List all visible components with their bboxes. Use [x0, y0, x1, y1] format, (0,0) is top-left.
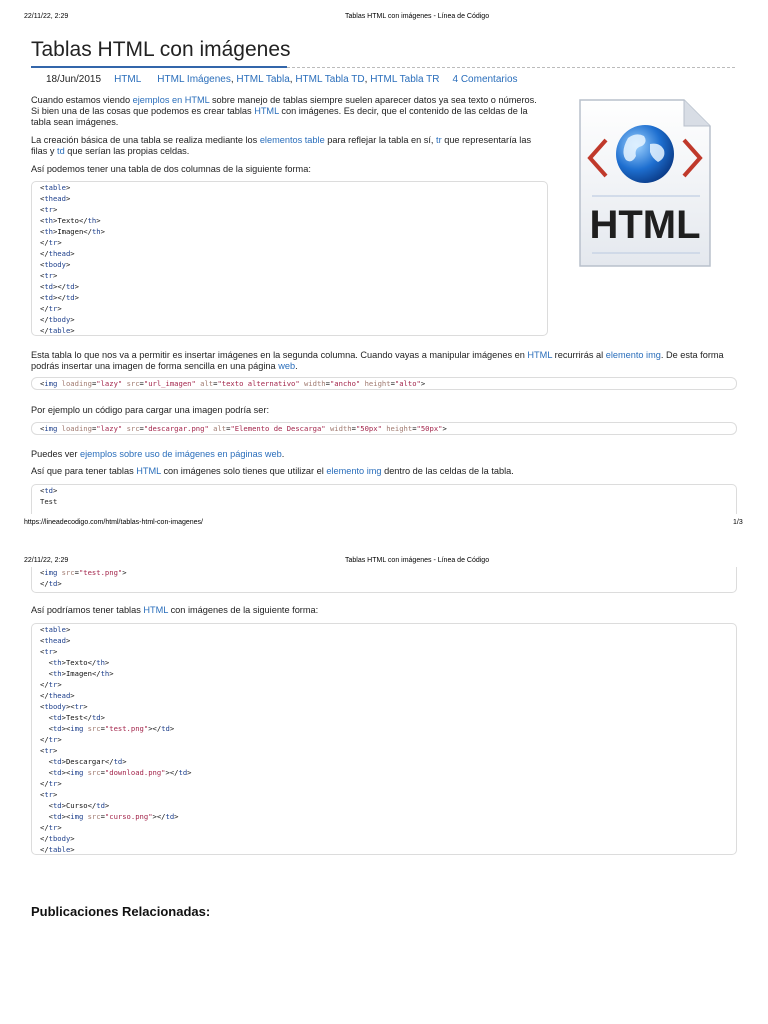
print-datetime: 22/11/22, 2:29: [24, 13, 69, 20]
article-title: Tablas HTML con imágenes: [31, 38, 291, 61]
html-file-icon: [578, 98, 712, 268]
code-block-img-syntax[interactable]: <img loading="lazy" src="url_imagen" alt="texto alternativo" width="ancho" height="alto">: [31, 377, 737, 390]
code-line: <td></td>: [40, 282, 79, 291]
code-line: <tr>: [40, 271, 58, 280]
code-block-table-images[interactable]: [31, 623, 737, 855]
see-examples-paragraph: Puedes ver ejemplos sobre uso de imágenes en páginas web.: [31, 449, 285, 459]
tag-link-html-tabla-td[interactable]: HTML Tabla TD: [295, 74, 365, 85]
code-block-td-part1[interactable]: <td> Test: [31, 484, 737, 514]
link-elemento-img-2[interactable]: elemento img: [326, 466, 382, 476]
print-page-number: 1/3: [733, 519, 743, 526]
code-line: <td></td>: [40, 293, 79, 302]
code-line: <th>Texto</th>: [40, 216, 101, 225]
code-line: <td>Curso</td>: [48, 801, 110, 810]
post-date: 18/Jun/2015: [46, 74, 102, 85]
code-line: <th>Imagen</th>: [40, 227, 105, 236]
code-line: </tr>: [40, 823, 62, 832]
link-tr[interactable]: tr: [436, 135, 442, 145]
code-line: </thead>: [40, 249, 75, 258]
code-line: <td><img src="download.png"></td>: [48, 768, 192, 777]
code-line: </table>: [40, 326, 75, 335]
link-elemento-img[interactable]: elemento img: [605, 350, 661, 360]
table-elements-paragraph: La creación básica de una tabla se realiza mediante los elementos table para reflejar la tabla en sí, tr que representaría las filas y td que serían las propias celdas.: [31, 135, 532, 156]
code-block-td-part2[interactable]: <img src="test.png"> </td>: [31, 567, 737, 593]
code-line: <thead>: [40, 194, 71, 203]
code-line: </tbody>: [40, 315, 75, 324]
link-web[interactable]: web: [278, 361, 296, 371]
two-columns-paragraph: Así podemos tener una tabla de dos columnas de la siguiente forma:: [31, 164, 311, 174]
img-element-paragraph: Esta tabla lo que nos va a permitir es insertar imágenes en la segunda columna. Cuando vayas a manipular imágenes en HTML recurrirás al elemento img. De esta forma podrás insertar una imagen de forma sencilla en una página web.: [31, 350, 724, 371]
code-line: </thead>: [40, 691, 75, 700]
print-page-title: Tablas HTML con imágenes - Línea de Código: [345, 13, 490, 20]
code-line: <tr>: [40, 205, 58, 214]
code-line: <tr>: [40, 647, 58, 656]
link-ejemplos-html[interactable]: ejemplos en HTML: [132, 95, 210, 105]
summary-paragraph: Así que para tener tablas HTML con imágenes solo tienes que utilizar el elemento img dentro de las celdas de la tabla.: [31, 466, 514, 476]
print-page-title-2: Tablas HTML con imágenes - Línea de Código: [345, 557, 490, 564]
link-html-4[interactable]: HTML: [143, 605, 169, 615]
example-paragraph: Por ejemplo un código para cargar una imagen podría ser:: [31, 405, 269, 415]
code-line: </tr>: [40, 779, 62, 788]
code-line: </tr>: [40, 304, 62, 313]
code-line: <td>Descargar</td>: [48, 757, 127, 766]
code-block-table-basic[interactable]: [31, 181, 548, 336]
title-underline: [31, 66, 287, 68]
print-footer-url: https://lineadecodigo.com/html/tablas-html-con-imagenes/: [24, 519, 203, 526]
code-line: </tr>: [40, 238, 62, 247]
code-lines-2: [40, 624, 736, 855]
link-ejemplos-imagenes-web[interactable]: ejemplos sobre uso de imágenes en páginas web: [80, 449, 282, 459]
tag-link-html-imagenes[interactable]: HTML Imágenes: [157, 74, 231, 85]
post-meta: 18/Jun/2015 HTML HTML Imágenes , HTML Tabla , HTML Tabla TD , HTML Tabla TR 4 Comentarios: [46, 74, 518, 85]
print-datetime-2: 22/11/22, 2:29: [24, 557, 69, 564]
title-divider: [287, 67, 735, 68]
link-html[interactable]: HTML: [254, 106, 279, 116]
code-line: <table>: [40, 183, 71, 192]
code-line: <td><img src="curso.png"></td>: [48, 812, 179, 821]
link-html-3[interactable]: HTML: [136, 466, 161, 476]
code-line: </tr>: [40, 680, 62, 689]
code-line: <th>Imagen</th>: [48, 669, 114, 678]
code-line: <td><img src="test.png"></td>: [48, 724, 175, 733]
code-line: <td>Test</td>: [48, 713, 105, 722]
code-line: </tr>: [40, 735, 62, 744]
html-logo-text: HTML: [589, 203, 701, 247]
link-td[interactable]: td: [57, 146, 65, 156]
link-elementos-table[interactable]: elementos table: [259, 135, 325, 145]
final-example-paragraph: Así podríamos tener tablas HTML con imágenes de la siguiente forma:: [31, 605, 319, 615]
code-line: <tbody>: [40, 260, 71, 269]
code-line: <tbody><tr>: [40, 702, 88, 711]
link-html-2[interactable]: HTML: [527, 350, 553, 360]
code-line: <table>: [40, 625, 71, 634]
tag-link-html-tabla-tr[interactable]: HTML Tabla TR: [370, 74, 440, 85]
code-line: <th>Texto</th>: [48, 658, 110, 667]
comments-link[interactable]: 4 Comentarios: [452, 74, 518, 85]
intro-paragraph: Cuando estamos viendo ejemplos en HTML sobre manejo de tablas siempre suelen aparecer datos ya sea texto o números. Si bien una de las cosas que podemos es crear tablas HTML con imágenes. Es decir, que el contenido de las celdas de la tabla sean imágenes.: [31, 95, 537, 127]
tag-link-html-tabla[interactable]: HTML Tabla: [236, 74, 290, 85]
code-line: <tr>: [40, 746, 58, 755]
category-link[interactable]: HTML: [114, 74, 142, 85]
code-line: <thead>: [40, 636, 71, 645]
code-line: </table>: [40, 845, 75, 854]
code-line: </tbody>: [40, 834, 75, 843]
code-lines: [40, 182, 547, 336]
related-posts-heading: Publicaciones Relacionadas:: [31, 904, 211, 919]
code-line: <tr>: [40, 790, 58, 799]
code-block-img-example[interactable]: <img loading="lazy" src="descargar.png" alt="Elemento de Descarga" width="50px" height="50px">: [31, 422, 737, 435]
